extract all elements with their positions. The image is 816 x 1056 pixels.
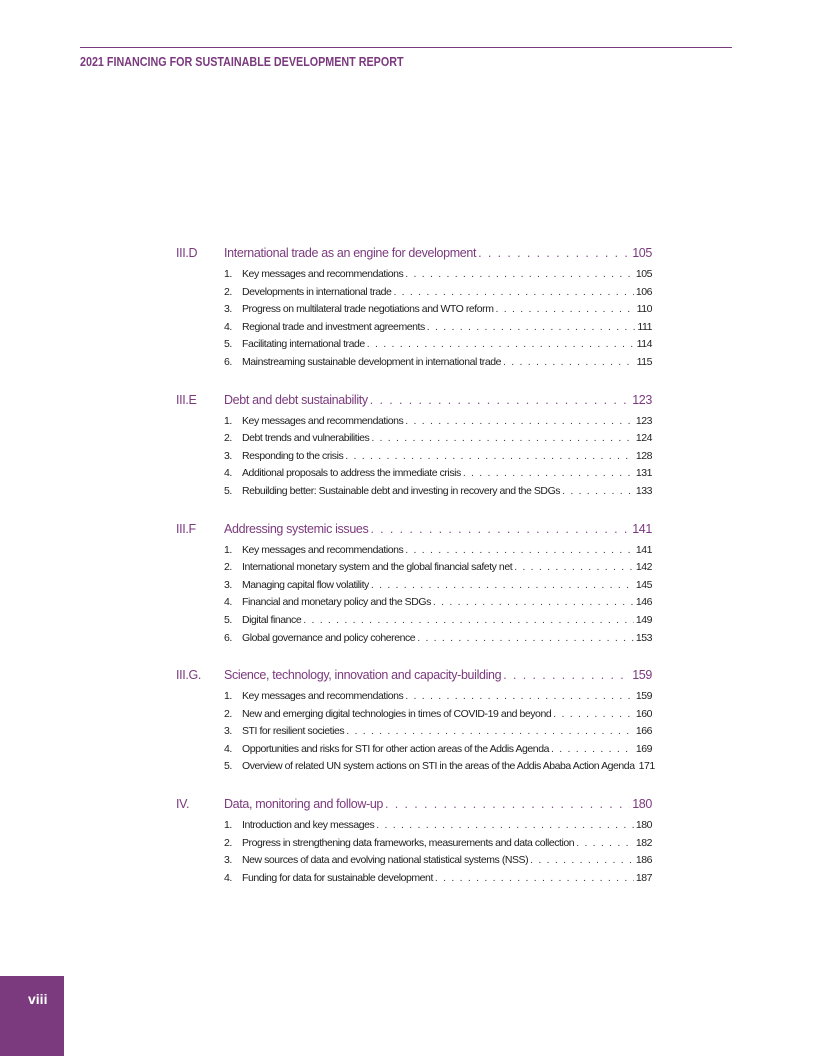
subsection-page: 124 (635, 432, 652, 445)
subsection-page: 187 (635, 871, 652, 884)
subsection-page: 182 (635, 836, 652, 849)
toc-subsection-entry[interactable] (176, 725, 652, 743)
subsection-page: 128 (635, 449, 652, 462)
subsection-page: 145 (635, 578, 652, 591)
toc-subsection-entry[interactable] (176, 268, 652, 286)
section-page: 141 (632, 521, 652, 536)
subsection-page: 171 (638, 760, 655, 773)
subsection-page: 169 (635, 742, 652, 755)
toc-subsection-entry[interactable] (176, 286, 652, 304)
subsection-page: 123 (635, 414, 652, 427)
dot-leader (376, 819, 634, 831)
section-number: III.E (176, 392, 197, 407)
toc-subsection-entry[interactable] (176, 356, 652, 374)
toc-section (176, 522, 652, 650)
subsection-list (176, 690, 655, 778)
subsection-page: 111 (637, 320, 652, 333)
subsection-number: 3. (224, 725, 232, 738)
toc-subsection-entry[interactable] (176, 760, 655, 778)
dot-leader (433, 596, 634, 608)
toc-section-entry[interactable] (176, 393, 652, 413)
subsection-number: 6. (224, 631, 232, 644)
subsection-title: Financial and monetary policy and the SDGs (242, 596, 431, 609)
subsection-number: 2. (224, 432, 232, 445)
toc-subsection-entry[interactable] (176, 321, 652, 339)
section-number: III.D (176, 246, 198, 260)
subsection-title: Opportunities and risks for STI for other action areas of the Addis Agenda (242, 742, 549, 755)
subsection-page: 186 (635, 854, 652, 867)
toc-subsection-entry[interactable] (176, 872, 652, 890)
toc-subsection-entry[interactable] (176, 338, 652, 356)
subsection-title: Rebuilding better: Sustainable debt and investing in recovery and the SDGs (242, 484, 561, 497)
section-page: 159 (632, 668, 652, 683)
subsection-title: Overview of related UN system actions on STI in the areas of the Addis Ababa Action Agenda (242, 760, 635, 773)
subsection-title: Developments in international trade (242, 285, 392, 298)
page-number-tab (0, 976, 64, 1056)
toc-section (176, 393, 652, 503)
toc-subsection-entry[interactable] (176, 561, 652, 579)
subsection-page: 106 (635, 285, 652, 298)
section-title: International trade as an engine for development (224, 246, 477, 260)
subsection-page: 153 (635, 631, 652, 644)
dot-leader (530, 854, 634, 866)
dot-leader (385, 797, 630, 811)
subsection-list (176, 819, 652, 889)
subsection-number: 2. (224, 707, 232, 720)
dot-leader (562, 485, 634, 497)
section-title: Addressing systemic issues (224, 521, 369, 536)
subsection-title: Key messages and recommendations (242, 543, 404, 556)
dot-leader (427, 321, 636, 333)
toc-section-entry[interactable] (176, 246, 652, 266)
dot-leader (371, 432, 634, 444)
page-number: viii (28, 991, 48, 1007)
section-page: 123 (632, 392, 652, 407)
dot-leader (496, 303, 635, 315)
toc-subsection-entry[interactable] (176, 632, 652, 650)
subsection-number: 2. (224, 285, 232, 298)
subsection-page: 146 (635, 596, 652, 609)
subsection-page: 149 (635, 613, 652, 626)
toc-section-entry[interactable] (176, 668, 652, 688)
subsection-number: 6. (224, 355, 232, 368)
dot-leader (405, 690, 634, 702)
subsection-page: 141 (635, 543, 652, 556)
subsection-number: 1. (224, 268, 232, 280)
subsection-list (176, 544, 652, 650)
toc-subsection-entry[interactable] (176, 596, 652, 614)
section-page: 180 (632, 797, 652, 812)
subsection-number: 3. (224, 303, 232, 316)
toc-section (176, 797, 652, 889)
dot-leader (417, 632, 634, 644)
toc-subsection-entry[interactable] (176, 467, 652, 485)
toc-subsection-entry[interactable] (176, 303, 652, 321)
dot-leader (551, 743, 634, 755)
subsection-number: 2. (224, 561, 232, 574)
subsection-number: 4. (224, 596, 232, 609)
subsection-number: 2. (224, 836, 232, 849)
dot-leader (367, 338, 635, 350)
subsection-title: Facilitating international trade (242, 338, 365, 351)
dot-leader (503, 668, 630, 682)
toc-subsection-entry[interactable] (176, 819, 652, 837)
subsection-page: 180 (635, 819, 652, 832)
section-number: IV. (176, 797, 190, 812)
subsection-title: Additional proposals to address the immediate crisis (242, 467, 461, 480)
section-number: III.G. (176, 668, 201, 683)
toc-subsection-entry[interactable] (176, 450, 652, 468)
subsection-title: STI for resilient societies (242, 725, 345, 738)
subsection-title: Key messages and recommendations (242, 414, 404, 427)
subsection-page: 160 (635, 707, 652, 720)
dot-leader (576, 837, 634, 849)
dot-leader (405, 544, 634, 556)
dot-leader (393, 286, 633, 298)
toc-subsection-entry[interactable] (176, 708, 652, 726)
subsection-number: 4. (224, 320, 232, 333)
toc-subsection-entry[interactable] (176, 690, 652, 708)
dot-leader (405, 415, 634, 427)
dot-leader (478, 246, 630, 260)
dot-leader (346, 725, 634, 737)
subsection-title: Digital finance (242, 613, 302, 626)
dot-leader (553, 708, 634, 720)
subsection-title: New sources of data and evolving national statistical systems (NSS) (242, 854, 529, 867)
toc-subsection-entry[interactable] (176, 544, 652, 562)
subsection-title: Global governance and policy coherence (242, 631, 416, 644)
subsection-number: 5. (224, 613, 232, 626)
section-title: Debt and debt sustainability (224, 392, 368, 407)
subsection-number: 3. (224, 578, 232, 591)
subsection-page: 115 (636, 355, 652, 368)
dot-leader (370, 522, 630, 536)
toc-subsection-entry[interactable] (176, 485, 652, 503)
subsection-number: 5. (224, 760, 232, 773)
section-title: Science, technology, innovation and capacity-building (224, 668, 502, 683)
section-title: Data, monitoring and follow-up (224, 797, 384, 812)
dot-leader (371, 579, 634, 591)
subsection-page: 166 (635, 725, 652, 738)
report-title: 2021 FINANCING FOR SUSTAINABLE DEVELOPMENT REPORT (80, 55, 404, 69)
subsection-title: Managing capital flow volatility (242, 578, 369, 591)
subsection-list (176, 415, 652, 503)
toc-subsection-entry[interactable] (176, 579, 652, 597)
toc-section-entry[interactable] (176, 522, 652, 542)
subsection-number: 1. (224, 690, 232, 703)
subsection-title: Progress on multilateral trade negotiations and WTO reform (242, 303, 494, 316)
section-number: III.F (176, 521, 196, 536)
subsection-number: 5. (224, 484, 232, 497)
subsection-title: Mainstreaming sustainable development in international trade (242, 355, 502, 368)
subsection-page: 133 (635, 484, 652, 497)
dot-leader (405, 268, 634, 280)
toc-subsection-entry[interactable] (176, 854, 652, 872)
dot-leader (463, 467, 634, 479)
subsection-number: 1. (224, 414, 232, 427)
toc-subsection-entry[interactable] (176, 837, 652, 855)
subsection-number: 3. (224, 854, 232, 867)
dot-leader (370, 393, 630, 407)
subsection-number: 4. (224, 742, 232, 755)
subsection-page: 131 (635, 467, 652, 480)
subsection-title: Key messages and recommendations (242, 268, 404, 280)
subsection-number: 1. (224, 819, 232, 832)
subsection-title: New and emerging digital technologies in times of COVID-19 and beyond (242, 707, 552, 720)
toc-section (176, 668, 655, 778)
subsection-list (176, 268, 652, 374)
subsection-page: 110 (636, 303, 652, 316)
subsection-title: Progress in strengthening data frameworks, measurements and data collection (242, 836, 575, 849)
subsection-page: 159 (635, 690, 652, 703)
section-page: 105 (632, 246, 652, 260)
dot-leader (303, 614, 634, 626)
subsection-number: 1. (224, 543, 232, 556)
table-of-contents (176, 246, 655, 908)
subsection-number: 4. (224, 871, 232, 884)
subsection-number: 4. (224, 467, 232, 480)
subsection-title: Debt trends and vulnerabilities (242, 432, 370, 445)
dot-leader (435, 872, 634, 884)
subsection-title: International monetary system and the global financial safety net (242, 561, 513, 574)
subsection-page: 105 (635, 268, 652, 280)
subsection-title: Key messages and recommendations (242, 690, 404, 703)
subsection-number: 3. (224, 449, 232, 462)
dot-leader (503, 356, 635, 368)
toc-section-entry[interactable] (176, 797, 652, 817)
subsection-page: 114 (636, 338, 652, 351)
subsection-number: 5. (224, 338, 232, 351)
header-rule (80, 47, 732, 48)
toc-subsection-entry[interactable] (176, 415, 652, 433)
toc-subsection-entry[interactable] (176, 432, 652, 450)
dot-leader (345, 450, 634, 462)
subsection-title: Funding for data for sustainable development (242, 871, 433, 884)
dot-leader (514, 561, 634, 573)
subsection-title: Regional trade and investment agreements (242, 320, 425, 333)
toc-subsection-entry[interactable] (176, 743, 652, 761)
subsection-page: 142 (635, 561, 652, 574)
subsection-title: Responding to the crisis (242, 449, 344, 462)
toc-subsection-entry[interactable] (176, 614, 652, 632)
toc-section (176, 246, 652, 374)
subsection-title: Introduction and key messages (242, 819, 375, 832)
